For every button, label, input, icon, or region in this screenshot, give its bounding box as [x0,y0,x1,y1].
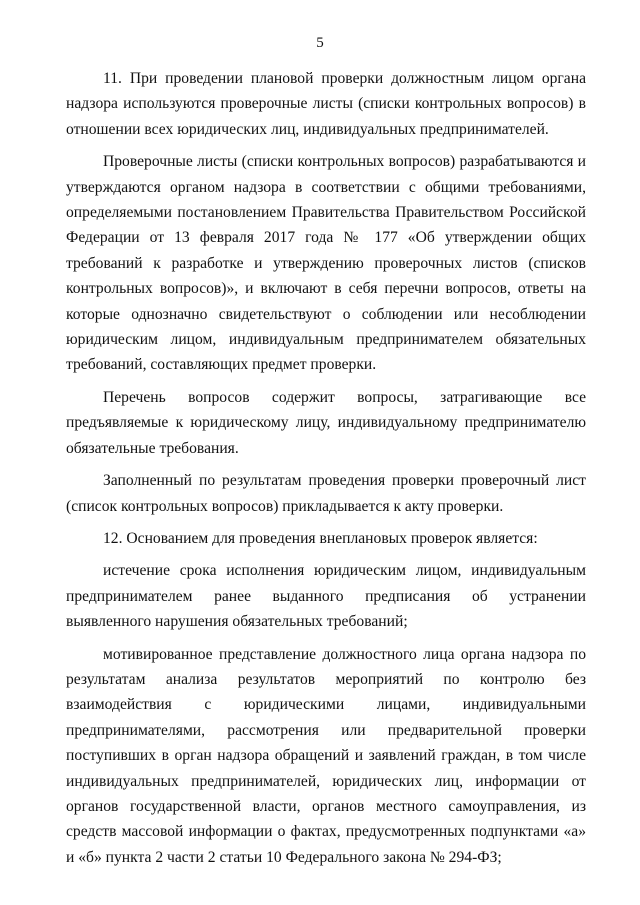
document-body [66,66,586,877]
paragraph-item-12: 12. Основанием для проведения внеплановых проверок является: [103,529,538,547]
paragraph-question-list: Перечень вопросов содержит вопросы, затрагивающие все предъявляемые к юридическому лицу, индивидуальному предпринимателю обязательные требования. [66,388,586,457]
page-number: 5 [316,35,324,51]
paragraph-motivated-submission: мотивированное представление должностного лица органа надзора по результатам анализа результатов мероприятий по контролю без взаимодействия с юридическими лицами, индивидуальными предпринимателями, рассмотрения или предварительной проверки поступивших в орган надзора обращений и заявлений граждан, в том числе индивидуальных предпринимателей, юридических лиц, информации от органов государственной власти, органов местного самоуправления, из средств массовой информации о фактах, предусмотренных подпунктами «а» и «б» пункта 2 части 2 статьи 10 Федерального закона № 294-ФЗ; [66,645,586,866]
paragraph-checklists: Проверочные листы (списки контрольных вопросов) разрабатываются и утверждаются органом надзора в соответствии с общими требованиями, определяемыми постановлением Правительства Правительством Российской Федерации от 13 февраля 2017 года № 177 «Об утверждении общих требований к разработке и утверждению проверочных листов (списков контрольных вопросов)», и включают в себя перечни вопросов, ответы на которые однозначно свидетельствуют о соблюдении или несоблюдении юридическим лицом, индивидуальным предпринимателем обязательных требований, составляющих предмет проверки. [66,153,586,374]
paragraph-deadline-expiry: истечение срока исполнения юридическим лицом, индивидуальным предпринимателем ранее выданного предписания об устранении выявленного нарушения обязательных требований; [66,562,586,631]
paragraph-item-11: 11. При проведении плановой проверки должностным лицом органа надзора используются проверочные листы (списки контрольных вопросов) в отношении всех юридических лиц, индивидуальных предпринимателей. [66,70,586,138]
paragraph-completed-checklist: Заполненный по результатам проведения проверки проверочный лист (список контрольных вопросов) прикладывается к акту проверки. [66,472,586,515]
